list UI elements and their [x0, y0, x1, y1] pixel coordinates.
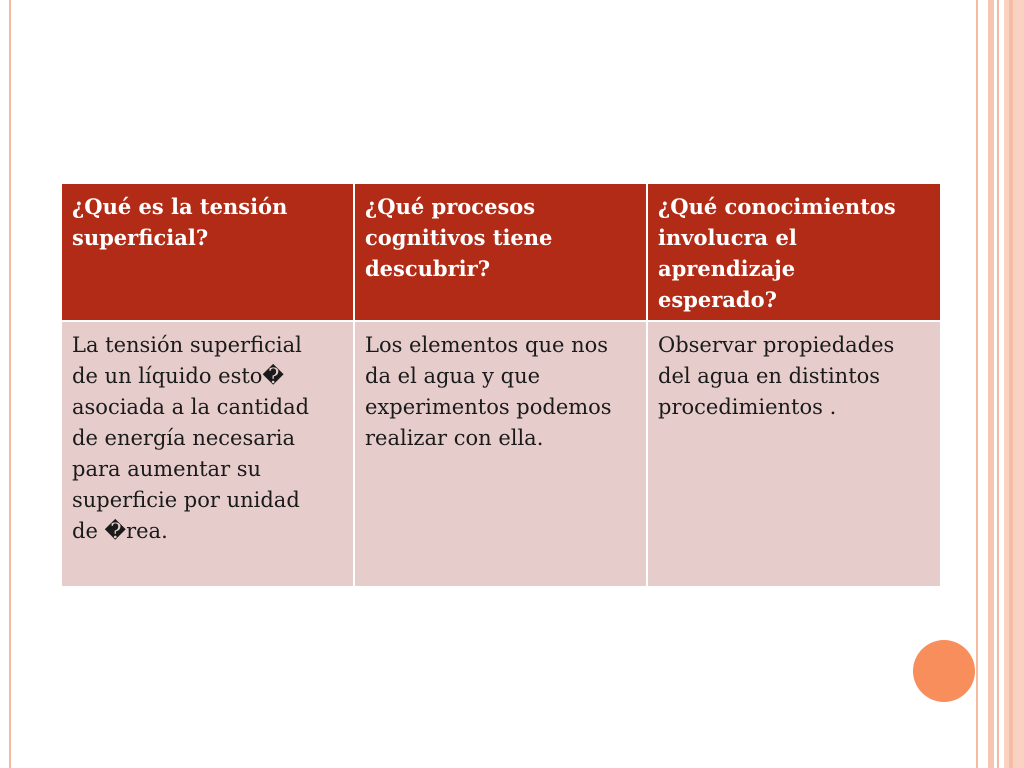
body-cell-tension	[62, 322, 353, 586]
questions-table	[60, 182, 942, 588]
header-cell-tension	[62, 184, 353, 320]
cell-text: Observar propiedades del agua en distintos procedimientos .	[658, 333, 895, 419]
cell-text: Los elementos que nos da el agua y que experimentos podemos realizar con ella.	[365, 333, 612, 450]
right-border-line	[1009, 0, 1013, 768]
header-text: ¿Qué conocimientos involucra el aprendizaje esperado?	[658, 194, 896, 312]
table-header-row	[62, 184, 940, 320]
right-border-band	[1004, 0, 1024, 768]
right-border-line	[988, 0, 994, 768]
header-text: ¿Qué procesos cognitivos tiene descubrir?	[365, 194, 553, 281]
left-border-line	[9, 0, 11, 768]
right-border-line	[976, 0, 978, 768]
right-border-line	[997, 0, 999, 768]
header-cell-procesos	[355, 184, 646, 320]
table-row	[62, 322, 940, 586]
header-cell-conocimientos	[648, 184, 940, 320]
decorative-dot	[913, 640, 975, 702]
body-cell-conocimientos	[648, 322, 940, 586]
cell-text: La tensión superficial de un líquido esto� asociada a la cantidad de energía necesaria para aumentar su superficie por unidad de �rea.	[72, 333, 310, 543]
body-cell-procesos	[355, 322, 646, 586]
header-text: ¿Qué es la tensión superficial?	[72, 194, 288, 250]
